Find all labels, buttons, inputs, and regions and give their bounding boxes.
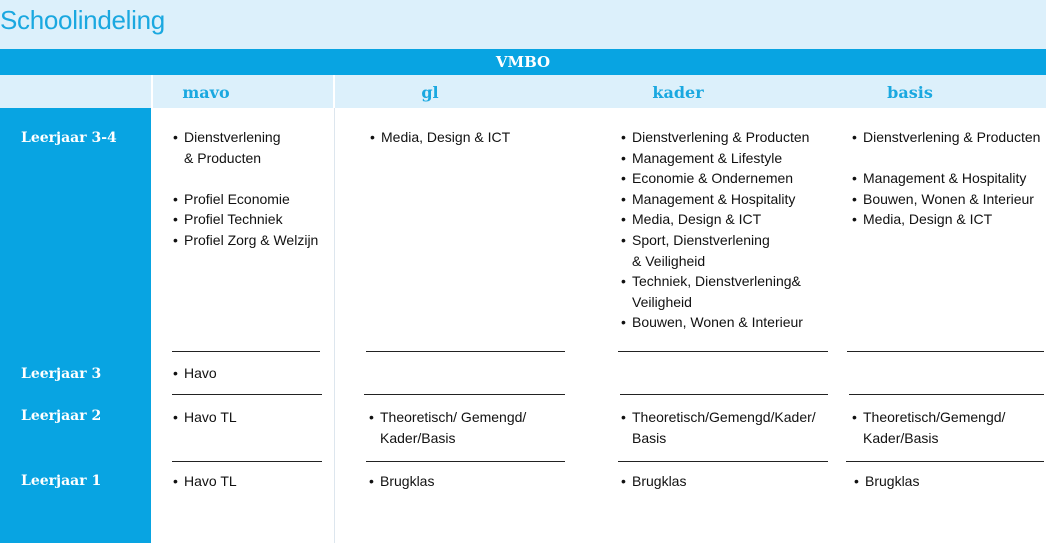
list-item-text: • Economie & Ondernemen bbox=[632, 170, 794, 187]
row-label-leerjaar-3-4: Leerjaar 3-4 bbox=[21, 130, 117, 146]
column-header-basis: basis bbox=[887, 83, 933, 102]
list-item bbox=[369, 407, 526, 448]
list-item-text: Veiligheid bbox=[632, 293, 692, 310]
cell-leerjaar2-basis bbox=[852, 407, 1005, 448]
list-item-text: • Havo TL bbox=[184, 473, 237, 489]
list-item bbox=[621, 127, 809, 148]
column-header-gl: gl bbox=[421, 83, 439, 102]
list-item-text: • Theoretisch/Gemengd/Kader/ bbox=[632, 409, 816, 425]
list-item bbox=[621, 230, 809, 271]
list-item-text: • Brugklas bbox=[865, 473, 920, 489]
list-item bbox=[173, 471, 237, 492]
list-item bbox=[173, 127, 318, 168]
list-item-text: • Brugklas bbox=[380, 473, 435, 489]
cell-leerjaar1-kader bbox=[621, 471, 686, 492]
row-divider bbox=[364, 394, 565, 395]
list-item bbox=[854, 471, 919, 492]
list-item bbox=[173, 230, 318, 251]
list-item-text: • Sport, Dienstverlening bbox=[632, 231, 770, 248]
row-divider bbox=[620, 394, 828, 395]
list-item-text: • Profiel Techniek bbox=[184, 211, 283, 228]
row-divider bbox=[172, 351, 320, 352]
section-header: VMBO bbox=[495, 53, 551, 71]
list-item-text: • Techniek, Dienstverlening& bbox=[632, 273, 801, 290]
list-item-text: & Veiligheid bbox=[632, 252, 706, 269]
list-item-text: • Theoretisch/Gemengd/ bbox=[863, 409, 1006, 425]
row-divider bbox=[172, 461, 322, 462]
cell-leerjaar34-gl bbox=[370, 127, 510, 148]
list-item-text: • Bouwen, Wonen & Interieur bbox=[863, 190, 1034, 207]
list-item bbox=[852, 189, 1040, 210]
list-item-text: • Media, Design & ICT bbox=[863, 211, 993, 228]
row-divider bbox=[366, 351, 565, 352]
list-item bbox=[852, 407, 1005, 448]
list-item-text: • Media, Design & ICT bbox=[632, 211, 762, 228]
list-item bbox=[852, 127, 1040, 148]
cell-leerjaar2-kader bbox=[621, 407, 816, 448]
list-item bbox=[852, 168, 1040, 189]
row-divider bbox=[846, 461, 1044, 462]
cell-leerjaar1-mavo bbox=[173, 471, 237, 492]
list-item bbox=[621, 168, 809, 189]
column-header-bar bbox=[0, 75, 1046, 108]
list-item-text: • Havo TL bbox=[184, 409, 237, 425]
list-item-text: • Havo bbox=[184, 365, 217, 381]
list-item-text: • Theoretisch/ Gemengd/ bbox=[380, 409, 527, 425]
list-item-text: • Management & Lifestyle bbox=[632, 149, 783, 166]
row-divider bbox=[847, 351, 1044, 352]
list-item-text: • Management & Hospitality bbox=[632, 190, 796, 207]
list-item bbox=[621, 209, 809, 230]
list-item-text: • Profiel Economie bbox=[184, 190, 290, 207]
row-label-leerjaar-3: Leerjaar 3 bbox=[21, 366, 102, 382]
list-item-text: • Dienstverlening & Producten bbox=[863, 129, 1041, 145]
list-item-text: • Profiel Zorg & Welzijn bbox=[184, 231, 319, 248]
cell-leerjaar34-basis bbox=[852, 127, 1040, 230]
list-item bbox=[621, 271, 809, 312]
cell-leerjaar2-mavo bbox=[173, 407, 237, 428]
list-item-text: • Management & Hospitality bbox=[863, 170, 1027, 187]
cell-leerjaar3-mavo bbox=[173, 363, 217, 384]
list-spacer bbox=[852, 148, 1040, 169]
list-item bbox=[621, 407, 816, 448]
row-divider bbox=[849, 394, 1044, 395]
list-item-text: Basis bbox=[632, 429, 667, 446]
row-label-sidebar bbox=[0, 108, 151, 543]
list-item bbox=[369, 471, 434, 492]
section-header-bar bbox=[0, 49, 1046, 75]
row-divider bbox=[618, 351, 828, 352]
list-item-text: & Producten bbox=[184, 149, 262, 166]
list-spacer bbox=[173, 168, 318, 189]
list-item bbox=[621, 189, 809, 210]
row-label-leerjaar-2: Leerjaar 2 bbox=[21, 408, 102, 424]
cell-leerjaar34-kader bbox=[621, 127, 809, 333]
column-header-kader: kader bbox=[652, 83, 704, 102]
list-item-text: • Dienstverlening bbox=[184, 129, 281, 145]
column-divider bbox=[334, 108, 335, 543]
row-label-leerjaar-1: Leerjaar 1 bbox=[21, 473, 102, 489]
list-item bbox=[621, 312, 809, 333]
list-item-text: Kader/Basis bbox=[380, 429, 456, 446]
column-header-mavo: mavo bbox=[182, 83, 230, 102]
list-item-text: • Bouwen, Wonen & Interieur bbox=[632, 314, 803, 331]
list-item bbox=[621, 148, 809, 169]
list-item-text: • Dienstverlening & Producten bbox=[632, 129, 810, 145]
list-item-text: • Brugklas bbox=[632, 473, 687, 489]
list-item bbox=[173, 209, 318, 230]
column-separator bbox=[333, 75, 335, 108]
cell-leerjaar34-mavo bbox=[173, 127, 318, 251]
cell-leerjaar1-gl bbox=[369, 471, 434, 492]
row-divider bbox=[366, 461, 565, 462]
list-item-text: Kader/Basis bbox=[863, 429, 939, 446]
list-item bbox=[852, 209, 1040, 230]
list-item-text: • Media, Design & ICT bbox=[381, 129, 511, 145]
list-item bbox=[173, 363, 217, 384]
row-divider bbox=[172, 394, 322, 395]
cell-leerjaar2-gl bbox=[369, 407, 526, 448]
list-item bbox=[173, 189, 318, 210]
title-bar bbox=[0, 0, 1046, 49]
page-title: Schoolindeling bbox=[0, 5, 165, 35]
list-item bbox=[370, 127, 510, 148]
row-divider bbox=[618, 461, 828, 462]
list-item bbox=[621, 471, 686, 492]
list-item bbox=[173, 407, 237, 428]
cell-leerjaar1-basis bbox=[854, 471, 919, 492]
